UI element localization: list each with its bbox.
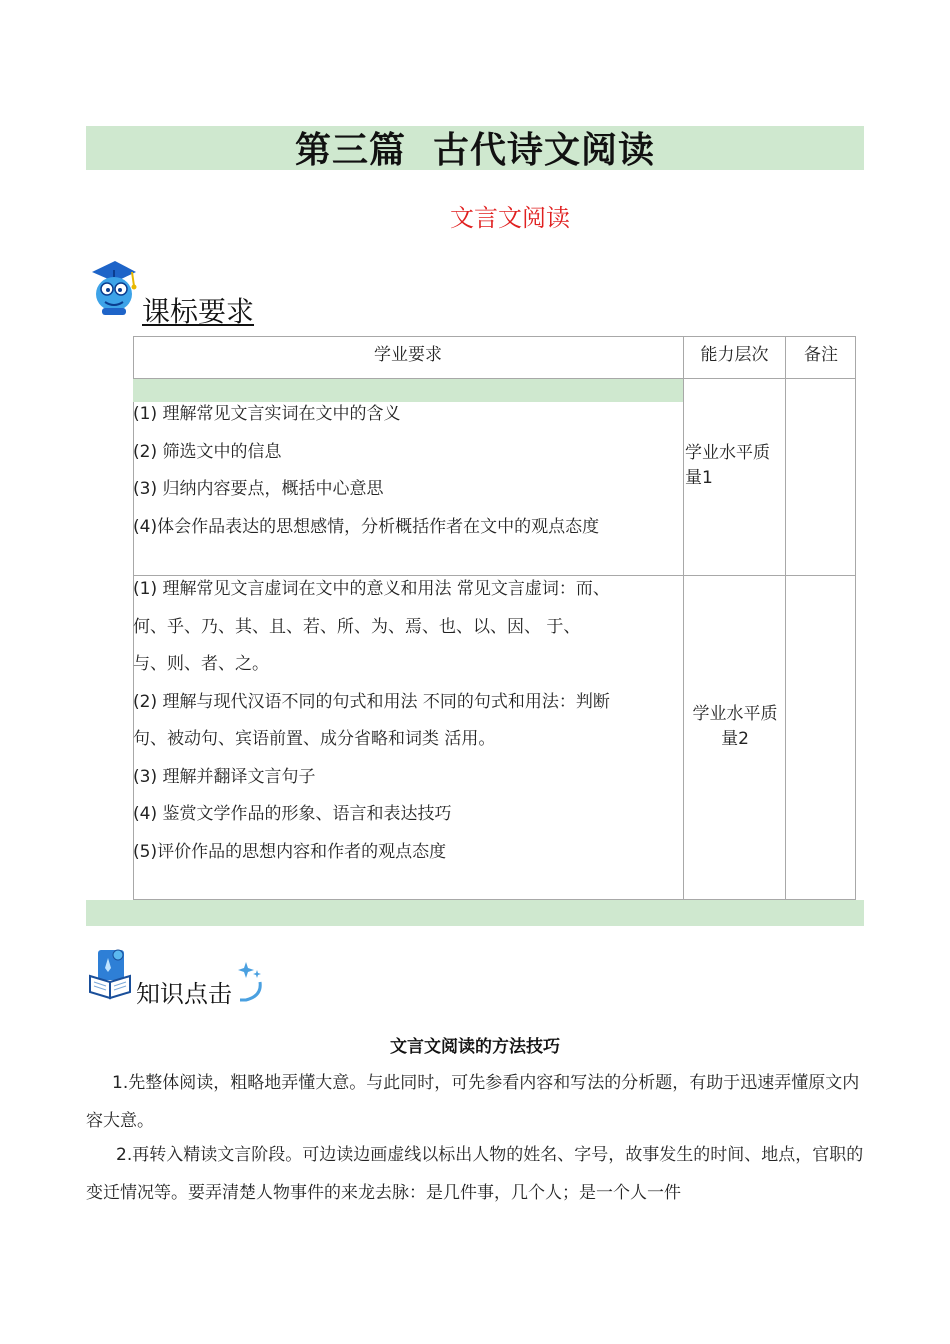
paragraph-2: 2.再转入精读文言阶段。可边读边画虚线以标出人物的姓名、字号，故事发生的时间、地点，官职的变迁情况等。要弄清楚人物事件的来龙去脉：是几件事，几个人；是一个人一件 (86, 1145, 864, 1203)
table-row-1-level: 学业水平质量1 (685, 443, 770, 488)
section-divider-band (86, 900, 864, 926)
table-header-level: 能力层次 (700, 345, 769, 365)
requirement-item: 何、乎、乃、其、且、若、所、为、焉、也、以、因、 于、 (133, 616, 581, 637)
requirement-item: (4)体会作品表达的思想感情，分析概括作者在文中的观点态度 (133, 516, 600, 537)
requirement-item: (1) 理解常见文言虚词在文中的意义和用法 常见文言虚词：而、 (133, 579, 610, 599)
requirement-item: (5)评价作品的思想内容和作者的观点态度 (133, 841, 447, 862)
page-subtitle: 文言文阅读 (450, 204, 570, 232)
requirement-item: 句、被动句、宾语前置、成分省略和词类 活用。 (133, 729, 496, 749)
requirement-item: (1) 理解常见文言实词在文中的含义 (133, 404, 401, 424)
table-header-requirement: 学业要求 (374, 345, 442, 365)
book-icon (88, 946, 132, 1002)
table-row-2-requirements (133, 571, 683, 871)
sparkle-icon (236, 960, 264, 1002)
table-header-note: 备注 (804, 345, 838, 365)
page-title: 第三篇 古代诗文阅读 (294, 129, 656, 171)
table-col-divider (785, 336, 786, 900)
method-title: 文言文阅读的方法技巧 (390, 1037, 560, 1057)
requirement-item: (4) 鉴赏文学作品的形象、语言和表达技巧 (133, 804, 452, 824)
table-row-2-level: 学业水平质量2 (692, 704, 778, 749)
requirement-item: (3) 理解并翻译文言句子 (133, 766, 316, 787)
section-title-requirements: 课标要求 (142, 295, 255, 328)
requirement-item: (3) 归纳内容要点，概括中心意思 (133, 479, 384, 499)
table-row-1-requirements (133, 396, 683, 546)
requirement-item: (2) 理解与现代汉语不同的句式和用法 不同的句式和用法：判断 (133, 691, 610, 712)
requirement-item: (2) 筛选文中的信息 (133, 441, 282, 462)
mascot-icon (88, 258, 138, 316)
section-title-knowledge: 知识点击 (136, 980, 232, 1008)
table-col-divider (683, 336, 684, 900)
requirement-item: 与、则、者、之。 (133, 654, 269, 674)
paragraph-1: 1.先整体阅读，粗略地弄懂大意。与此同时，可先参看内容和写法的分析题，有助于迅速弄懂原文内容大意。 (86, 1073, 860, 1131)
